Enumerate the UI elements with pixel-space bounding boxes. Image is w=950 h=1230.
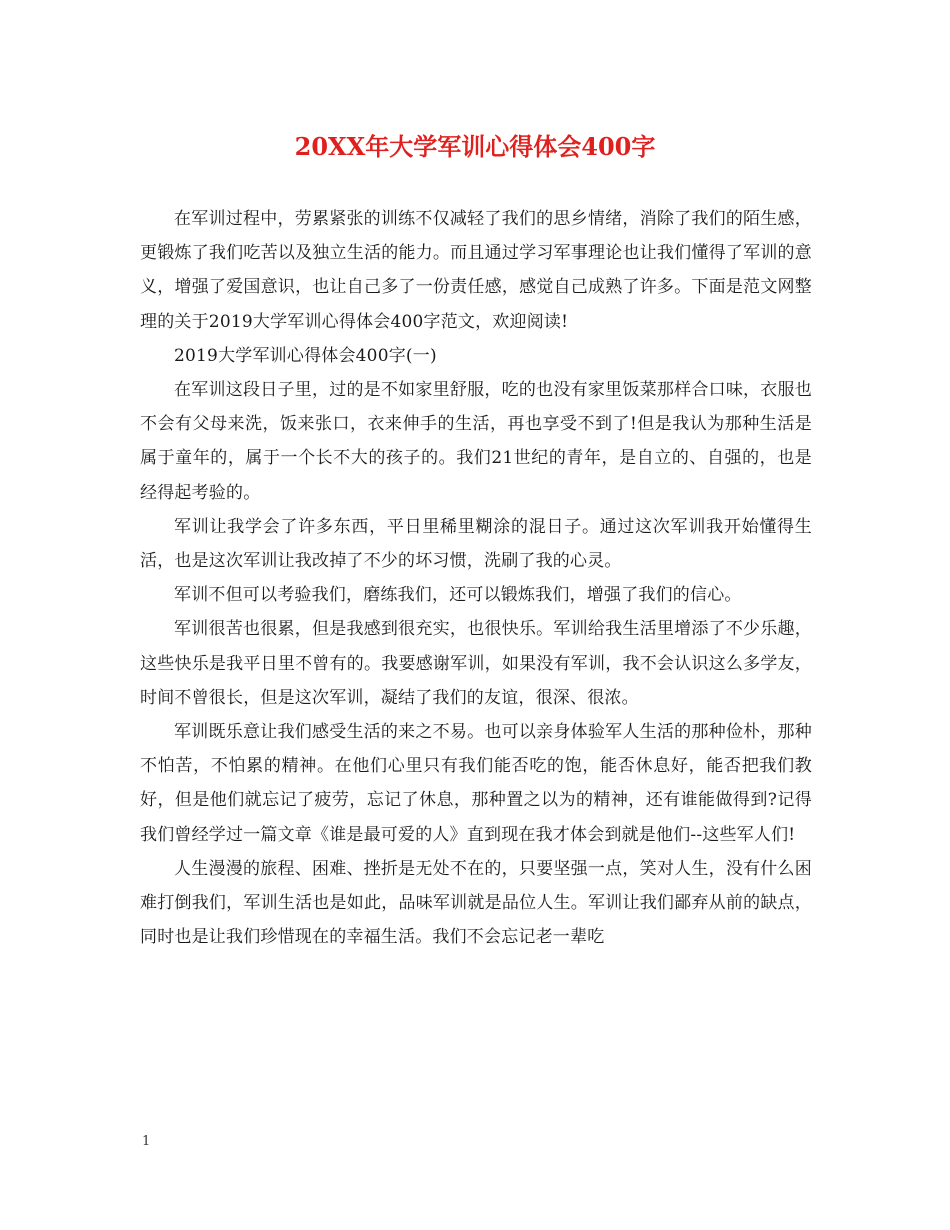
paragraph-intro: 在军训过程中，劳累紧张的训练不仅减轻了我们的思乡情绪，消除了我们的陌生感，更锻炼了我们吃苦以及独立生活的能力。而且通过学习军事理论也让我们懂得了军训的意义，增强了爱国意识，也让自己多了一份责任感，感觉自己成熟了许多。下面是范文网整理的关于2019大学军训心得体会400字范文，欢迎阅读! xyxy=(140,209,812,332)
paragraph: 人生漫漫的旅程、困难、挫折是无处不在的，只要坚强一点，笑对人生，没有什么困难打倒我们，军训生活也是如此，品味军训就是品位人生。军训让我们鄙弃从前的缺点，同时也是让我们珍惜现在的幸福生活。我们不会忘记老一辈吃 xyxy=(140,858,812,948)
paragraph: 军训很苦也很累，但是我感到很充实，也很快乐。军训给我生活里增添了不少乐趣，这些快乐是我平日里不曾有的。我要感谢军训，如果没有军训，我不会认识这么多学友，时间不曾很长，但是这次军训，凝结了我们的友谊，很深、很浓。 xyxy=(140,619,812,708)
document-body xyxy=(140,202,812,954)
paragraph: 军训让我学会了许多东西，平日里稀里糊涂的混日子。通过这次军训我开始懂得生活，也是这次军训让我改掉了不少的坏习惯，洗刷了我的心灵。 xyxy=(140,516,812,572)
paragraph: 在军训这段日子里，过的是不如家里舒服，吃的也没有家里饭菜那样合口味，衣服也不会有父母来洗，饭来张口，衣来伸手的生活，再也享受不到了!但是我认为那种生活是属于童年的，属于一个长不大的孩子的。我们21世纪的青年，是自立的、自强的，也是经得起考验的。 xyxy=(140,380,812,503)
section-heading: 2019大学军训心得体会400字(一) xyxy=(174,345,437,366)
document-title: 20XX年大学军训心得体会400字 xyxy=(294,132,656,161)
paragraph: 军训既乐意让我们感受生活的来之不易。也可以亲身体验军人生活的那种俭朴，那种不怕苦，不怕累的精神。在他们心里只有我们能否吃的饱，能否休息好，能否把我们教好，但是他们就忘记了疲劳，忘记了休息，那种置之以为的精神，还有谁能做得到?记得我们曾经学过一篇文章《谁是最可爱的人》直到现在我才体会到就是他们--这些军人们! xyxy=(140,722,812,845)
page-number: 1 xyxy=(142,1134,151,1149)
paragraph: 军训不但可以考验我们，磨练我们，还可以锻炼我们，增强了我们的信心。 xyxy=(174,585,742,606)
